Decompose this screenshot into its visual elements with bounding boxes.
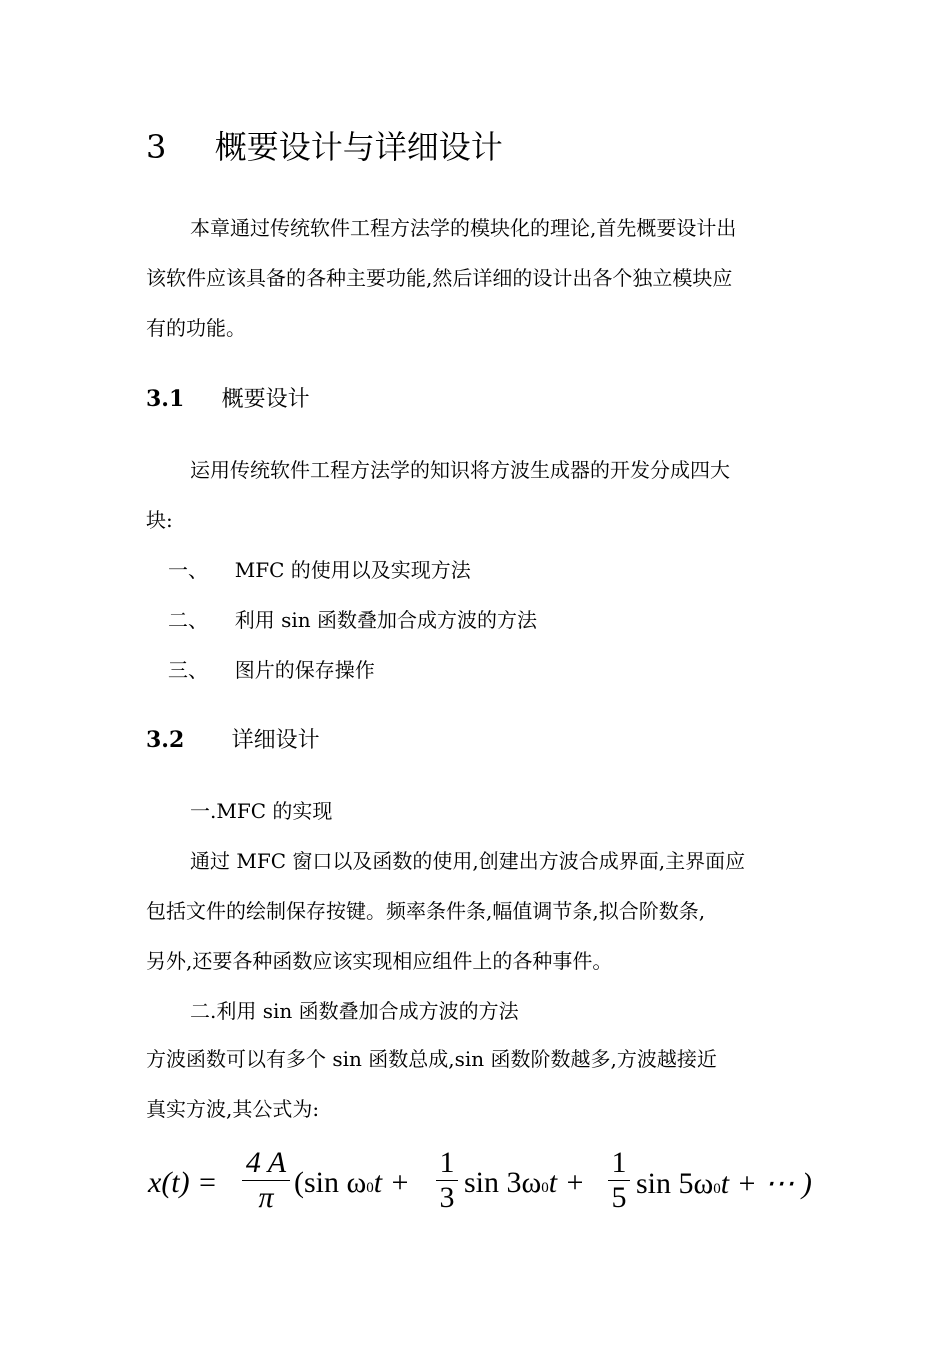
list-text: 图片的保存操作: [234, 658, 375, 682]
fraction-denominator: 5: [611, 1181, 627, 1214]
subscript-zero: 0: [541, 1180, 549, 1196]
list-text: 利用 sin 函数叠加合成方波的方法: [234, 608, 537, 632]
list-item: [168, 556, 471, 584]
section-1-para-line-1: 运用传统软件工程方法学的知识将方波生成器的开发分成四大: [190, 458, 730, 482]
section-1-para-line-2: 块:: [146, 508, 173, 532]
subsection-1-line-3: 另外,还要各种函数应该实现相应组件上的各种事件。: [146, 949, 613, 973]
subsection-2-title: 二.利用 sin 函数叠加合成方波的方法: [190, 999, 519, 1023]
fraction-1-over-5: [608, 1146, 630, 1215]
formula-term-3-text: sin 5ω: [636, 1167, 714, 1200]
formula-tail: t + ⋯ ): [720, 1167, 812, 1200]
fraction-1-over-3: [436, 1146, 458, 1215]
subsection-1-title: 一.MFC 的实现: [190, 799, 333, 823]
intro-line-3: 有的功能。: [146, 316, 246, 340]
subsection-2-line-2: 真实方波,其公式为:: [146, 1097, 320, 1121]
formula-lhs: x(t) =: [148, 1166, 218, 1199]
formula-term-3: [636, 1166, 812, 1201]
chapter-number: 3: [146, 128, 167, 166]
subsection-2-line-1: 方波函数可以有多个 sin 函数总成,sin 函数阶数越多,方波越接近: [146, 1047, 717, 1071]
section-1-number: 3.1: [146, 386, 185, 412]
fraction-numerator: 1: [611, 1146, 627, 1179]
list-marker: 一、: [168, 558, 208, 582]
subsection-1-line-1: 通过 MFC 窗口以及函数的使用,创建出方波合成界面,主界面应: [190, 849, 746, 873]
intro-line-1: 本章通过传统软件工程方法学的模块化的理论,首先概要设计出: [190, 216, 737, 240]
section-2-title: 详细设计: [231, 728, 320, 753]
fraction-numerator: 1: [439, 1146, 455, 1179]
formula-term-1-text: (sin ω: [294, 1166, 367, 1199]
list-item: [168, 606, 537, 634]
fraction-4a-over-pi: [242, 1146, 290, 1215]
list-marker: 二、: [168, 608, 208, 632]
fraction-numerator: 4 A: [245, 1146, 287, 1179]
list-text: MFC 的使用以及实现方法: [234, 558, 471, 582]
formula-term-2-text: sin 3ω: [464, 1166, 542, 1199]
fraction-denominator: 3: [439, 1181, 455, 1214]
fraction-denominator: π: [258, 1181, 274, 1214]
subscript-zero: 0: [366, 1180, 374, 1196]
list-marker: 三、: [168, 658, 208, 682]
list-item: [168, 656, 375, 684]
subsection-1-line-2: 包括文件的绘制保存按键。频率条件条,幅值调节条,拟合阶数条,: [146, 899, 706, 923]
section-1-heading: [146, 384, 310, 415]
formula-t-plus: t +: [548, 1166, 585, 1199]
intro-line-2: 该软件应该具备的各种主要功能,然后详细的设计出各个独立模块应: [146, 266, 733, 290]
section-2-number: 3.2: [146, 727, 185, 753]
subscript-zero: 0: [713, 1181, 721, 1197]
chapter-heading: [146, 127, 503, 167]
formula-t-plus: t +: [373, 1166, 410, 1199]
formula-term-1: [294, 1166, 410, 1200]
formula-term-2: [464, 1166, 585, 1200]
chapter-title: 概要设计与详细设计: [214, 128, 503, 166]
section-1-title: 概要设计: [221, 387, 310, 412]
section-2-heading: [146, 725, 320, 756]
